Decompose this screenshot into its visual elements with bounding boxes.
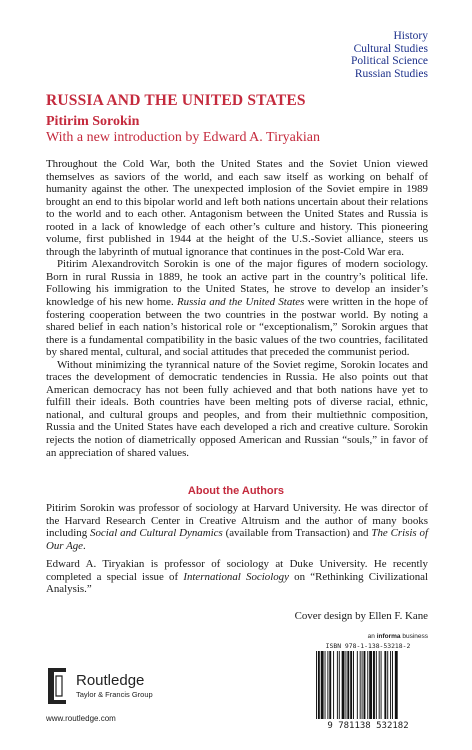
isbn-label: ISBN 978-1-138-53218-2 — [325, 642, 411, 650]
publisher-logo-block — [46, 666, 166, 710]
barcode-block — [306, 642, 430, 732]
author-name: Pitirim Sorokin — [46, 114, 140, 129]
barcode-icon — [316, 651, 420, 721]
author-bio: Edward A. Tiryakian is professor of sociology at Duke University. He recently completed a special issue of International Sociology on “Rethinking Civilizational Analysis.” — [46, 558, 428, 596]
blurb-paragraph: Without minimizing the tyrannical nature of the Soviet regime, Sorokin locates and traces the development of democratic tendencies in Russia. He also points out that American democracy has not been fully achieved and that both nations have yet to fulfill their ideals. Both countries have been melting pots of diverse racial, ethnic, national, and cultural groups and peoples, and from their multiethnic composition, Russia and the United States have each developed a rich and creative culture. Sorokin rejects the notion of diametrically opposed American and Russian “souls,” in favor of an appreciation of shared values. — [46, 358, 428, 459]
subject-categories — [351, 30, 428, 80]
subject-category: Russian Studies — [354, 67, 428, 80]
author-bio: Pitirim Sorokin was professor of sociology at Harvard University. He was director of the Harvard Research Center in Creative Altruism and the author of many books including Social and Cultural Dynamics (available from Transaction) and The Crisis of Our Age. — [46, 502, 428, 552]
about-authors-heading: About the Authors — [187, 485, 285, 497]
barcode-digits: 9 781138 532182 — [327, 721, 409, 731]
cover-design-credit: Cover design by Ellen F. Kane — [294, 610, 428, 622]
informa-business-note: an informa business — [367, 633, 428, 640]
publisher-url: www.routledge.com — [46, 714, 116, 723]
blurb-paragraph: Pitirim Alexandrovitch Sorokin is one of the major figures of modern sociology. Born in rural Russia in 1889, he took an active part in the country’s political life. Following his immigration to the United States, he strove to develop an insider’s knowledge of his new home. Russia and the United States were written in the hope of fostering cooperation between the two countries in the postwar world. By noting a shared belief in each nation’s historical role or “exceptionalism,” Sorokin argues that there is a fundamental compatibility in the basic values of the two countries, facilitated by shared mental, cultural, and social attitudes that preceded the communist period. — [46, 258, 428, 359]
book-title: RUSSIA AND THE UNITED STATES — [46, 92, 306, 109]
about-authors-text — [46, 502, 428, 602]
introduction-credit: With a new introduction by Edward A. Tiryakian — [46, 130, 320, 145]
subject-category: Cultural Studies — [353, 42, 428, 55]
blurb-text — [46, 158, 428, 459]
publisher-group: Taylor & Francis Group — [76, 690, 153, 699]
routledge-logo-icon — [46, 666, 70, 706]
blurb-paragraph: Throughout the Cold War, both the United States and the Soviet Union viewed themselves as saviors of the world, and each saw itself as working on behalf of humanity against the other. The unexpected implosion of the Soviet empire in 1989 brought an end to this bipolar world and left both nations uncertain about their relations to the world and to each other. Antagonism between the United States and Russia is rooted in a lack of knowledge of each other’s culture and history. This pioneering volume, first published in 1944 at the height of the U.S.-Soviet alliance, steers us through the labyrinth of mutual ignorance that continues in the post-Cold War era. — [46, 158, 428, 258]
subject-category: History — [393, 30, 428, 42]
subject-category: Political Science — [351, 55, 428, 68]
publisher-name: Routledge — [76, 672, 145, 689]
